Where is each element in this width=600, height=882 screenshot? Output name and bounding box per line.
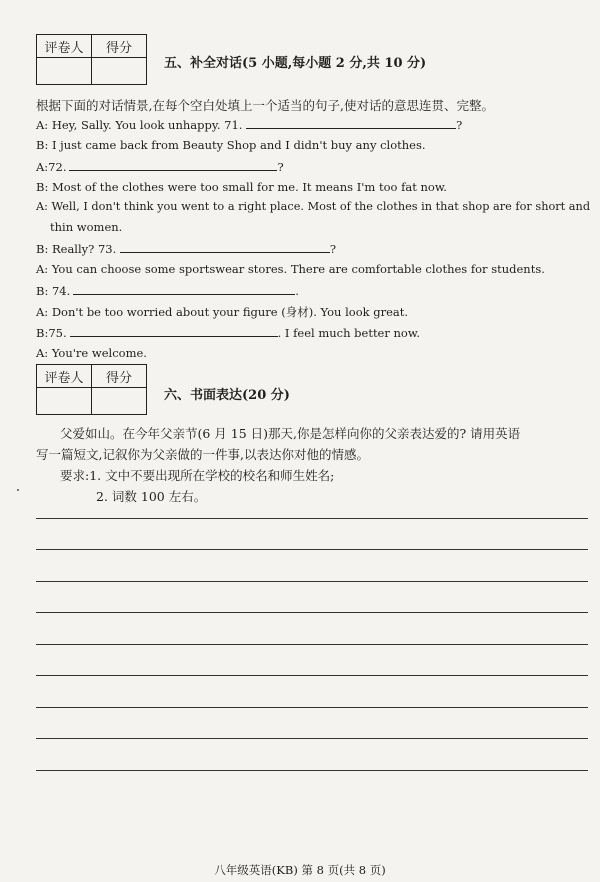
answer-blank-72[interactable] [69, 159, 277, 171]
writing-line[interactable] [36, 644, 588, 645]
dialogue-line-71: A: Hey, Sally. You look unhappy. 71. ? [36, 118, 463, 132]
score-header: 得分 [92, 35, 147, 58]
dialogue-line: thin women. [50, 220, 123, 234]
score-box-section6 [36, 364, 147, 415]
writing-line[interactable] [36, 549, 588, 550]
writing-prompt-line2: 写一篇短文,记叙你为父亲做的一件事,以表达你对他的情感。 [36, 447, 369, 462]
dialogue-line-75: B:75. . I feel much better now. [36, 326, 420, 340]
writing-line[interactable] [36, 518, 588, 519]
dialogue-line-74: B: 74. . [36, 284, 299, 298]
score-box-section5 [36, 34, 147, 85]
score-header: 得分 [92, 365, 147, 388]
writing-line[interactable] [36, 612, 588, 613]
writing-line[interactable] [36, 707, 588, 708]
dialogue-line: A: Well, I don't think you went to a right place. Most of the clothes in that shop are for short and [36, 200, 591, 213]
scan-speck [17, 489, 19, 491]
dialogue-line: B: Most of the clothes were too small for me. It means I'm too fat now. [36, 180, 447, 194]
writing-prompt-line1: 父爱如山。在今年父亲节(6 月 15 日)那天,你是怎样向你的父亲表达爱的? 请用英语 [60, 426, 521, 441]
dialogue-line: B: I just came back from Beauty Shop and I didn't buy any clothes. [36, 138, 426, 152]
dialogue-line: A: You can choose some sportswear stores. There are comfortable clothes for students. [36, 262, 545, 276]
page-footer: 八年级英语(KB) 第 8 页(共 8 页) [214, 863, 386, 877]
writing-line[interactable] [36, 581, 588, 582]
requirement-1: 要求:1. 文中不要出现所在学校的校名和师生姓名; [60, 468, 335, 483]
dialogue-line: A: You're welcome. [36, 346, 147, 360]
dialogue-line-73: B: Really? 73. ? [36, 242, 337, 256]
answer-blank-71[interactable] [246, 117, 456, 129]
writing-line[interactable] [36, 770, 588, 771]
score-cell[interactable] [92, 58, 147, 85]
section6-title: 六、书面表达(20 分) [164, 388, 290, 403]
reviewer-header: 评卷人 [37, 35, 92, 58]
dialogue-line-72: A:72. ? [36, 160, 284, 174]
section5-instruction: 根据下面的对话情景,在每个空白处填上一个适当的句子,使对话的意思连贯、完整。 [36, 98, 494, 113]
reviewer-cell[interactable] [37, 388, 92, 415]
writing-line[interactable] [36, 738, 588, 739]
section5-title: 五、补全对话(5 小题,每小题 2 分,共 10 分) [164, 56, 427, 71]
answer-blank-74[interactable] [73, 283, 295, 295]
score-cell[interactable] [92, 388, 147, 415]
answer-blank-73[interactable] [120, 241, 330, 253]
dialogue-line: A: Don't be too worried about your figure (身材). You look great. [36, 305, 409, 319]
reviewer-cell[interactable] [37, 58, 92, 85]
reviewer-header: 评卷人 [37, 365, 92, 388]
answer-blank-75[interactable] [70, 325, 278, 337]
writing-line[interactable] [36, 675, 588, 676]
requirement-2: 2. 词数 100 左右。 [96, 489, 207, 504]
